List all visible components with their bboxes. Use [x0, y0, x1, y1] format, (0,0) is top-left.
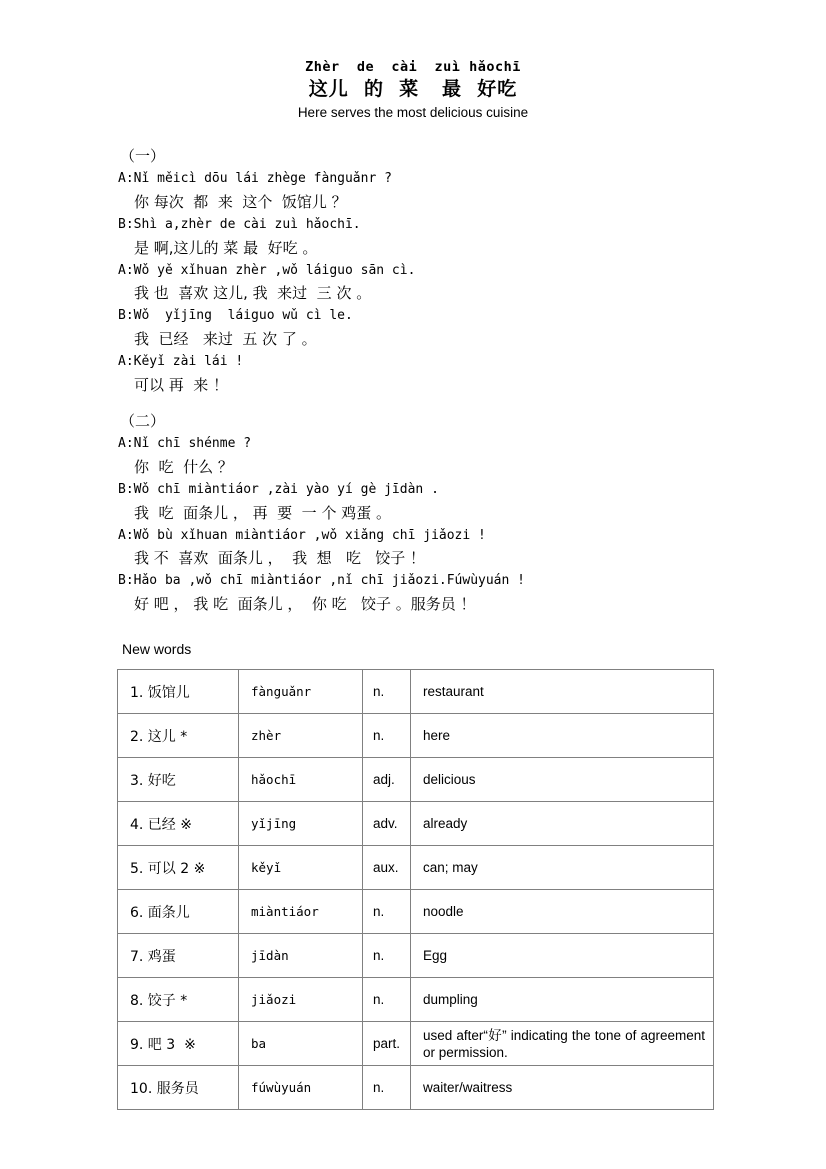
pinyin-cell: fúwùyuán	[239, 1066, 363, 1110]
new-words-table	[117, 669, 714, 1110]
dialogue-line	[118, 168, 726, 214]
hanzi-line: 你 吃 什么 ？	[134, 457, 233, 476]
hanzi-line: 你 每次 都 来 这个 饭馆儿 ？	[134, 192, 347, 211]
pinyin-cell: kěyǐ	[239, 846, 363, 890]
new-words-heading: New words	[122, 641, 192, 658]
meaning-cell: used after“好” indicating the tone of agreement or permission.	[411, 1022, 714, 1066]
table-row	[118, 802, 714, 846]
pos-cell: part.	[363, 1022, 411, 1066]
hanzi-line: 好 吧 ， 我 吃 面条儿 ， 你 吃 饺子 。服务员 ！	[134, 595, 476, 614]
pinyin-cell: miàntiáor	[239, 890, 363, 934]
hanzi-line: 我 已经 来过 五 次 了 。	[134, 330, 317, 349]
word-cell: 6. 面条儿	[118, 890, 239, 934]
pinyin-line: A:Nǐ měicì dōu lái zhège fànguǎnr ?	[118, 170, 392, 186]
word-cell: 9. 吧 3 ※	[118, 1022, 239, 1066]
pinyin-line: A:Kěyǐ zài lái !	[118, 354, 244, 370]
table-row	[118, 758, 714, 802]
meaning-cell: here	[411, 714, 714, 758]
pinyin-cell: ba	[239, 1022, 363, 1066]
lesson-title-english: Here serves the most delicious cuisine	[297, 105, 529, 120]
table-row	[118, 670, 714, 714]
dialogue-line	[118, 214, 726, 260]
meaning-cell: already	[411, 802, 714, 846]
table-row	[118, 1066, 714, 1110]
table-row	[118, 1022, 714, 1066]
word-cell: 4. 已经 ※	[118, 802, 239, 846]
table-row	[118, 846, 714, 890]
hanzi-line: 我 吃 面条儿 ， 再 要 一 个 鸡蛋 。	[134, 503, 391, 522]
meaning-cell: waiter/waitress	[411, 1066, 714, 1110]
pinyin-line: B:Wǒ chī miàntiáor ,zài yào yí gè jīdàn .	[118, 481, 439, 497]
section-2-label: （二）	[120, 411, 166, 430]
hanzi-line: 可以 再 来 ！	[134, 376, 229, 395]
pinyin-line: B:Shì a,zhèr de cài zuì hǎochī.	[118, 216, 361, 232]
pinyin-cell: yǐjīng	[239, 802, 363, 846]
word-cell: 7. 鸡蛋	[118, 934, 239, 978]
pinyin-line: A:Nǐ chī shénme ?	[118, 435, 252, 451]
pinyin-cell: jiǎozi	[239, 978, 363, 1022]
meaning-cell: Egg	[411, 934, 714, 978]
meaning-cell: delicious	[411, 758, 714, 802]
dialogue-line	[118, 433, 726, 479]
dialogue-line	[118, 260, 726, 306]
meaning-cell: can; may	[411, 846, 714, 890]
hanzi-line: 我 不 喜欢 面条儿 ， 我 想 吃 饺子 ！	[134, 549, 426, 568]
pinyin-line: B:Wǒ yǐjīng láiguo wǔ cì le.	[118, 308, 353, 324]
section-1-label: （一）	[120, 147, 166, 165]
dialogue-line	[118, 479, 726, 525]
pos-cell: adj.	[363, 758, 411, 802]
pinyin-line: B:Hǎo ba ,wǒ chī miàntiáor ,nǐ chī jiǎozi.Fúwùyuán !	[118, 573, 525, 589]
lesson-title-block	[0, 0, 826, 123]
pos-cell: n.	[363, 714, 411, 758]
dialogue-content	[118, 145, 726, 616]
pinyin-cell: zhèr	[239, 714, 363, 758]
word-cell: 3. 好吃	[118, 758, 239, 802]
word-cell: 1. 饭馆儿	[118, 670, 239, 714]
table-row	[118, 978, 714, 1022]
word-cell: 8. 饺子 *	[118, 978, 239, 1022]
pos-cell: n.	[363, 934, 411, 978]
dialogue-line	[118, 525, 726, 571]
meaning-cell: dumpling	[411, 978, 714, 1022]
pos-cell: adv.	[363, 802, 411, 846]
pos-cell: n.	[363, 890, 411, 934]
pinyin-line: A:Wǒ bù xǐhuan miàntiáor ,wǒ xiǎng chī jiǎozi !	[118, 527, 486, 543]
lesson-title-pinyin: Zhèr de cài zuì hǎochī	[305, 59, 521, 75]
dialogue-line	[118, 305, 726, 351]
pos-cell: n.	[363, 1066, 411, 1110]
hanzi-line: 是 啊,这儿的 菜 最 好吃 。	[134, 238, 318, 257]
word-cell: 10. 服务员	[118, 1066, 239, 1110]
meaning-cell: noodle	[411, 890, 714, 934]
dialogue-section-2	[118, 410, 726, 616]
dialogue-section-1	[118, 145, 726, 397]
pos-cell: n.	[363, 978, 411, 1022]
lesson-title-hanzi: 这儿 的 菜 最 好吃	[308, 78, 518, 100]
meaning-cell: restaurant	[411, 670, 714, 714]
pinyin-cell: jīdàn	[239, 934, 363, 978]
pinyin-line: A:Wǒ yě xǐhuan zhèr ,wǒ láiguo sān cì.	[118, 262, 416, 278]
hanzi-line: 我 也 喜欢 这儿, 我 来过 三 次 。	[134, 284, 372, 303]
word-cell: 2. 这儿 *	[118, 714, 239, 758]
dialogue-line	[118, 570, 726, 616]
word-cell: 5. 可以 2 ※	[118, 846, 239, 890]
table-row	[118, 934, 714, 978]
pinyin-cell: fànguǎnr	[239, 670, 363, 714]
dialogue-line	[118, 351, 726, 397]
pos-cell: aux.	[363, 846, 411, 890]
pos-cell: n.	[363, 670, 411, 714]
pinyin-cell: hǎochī	[239, 758, 363, 802]
table-row	[118, 714, 714, 758]
table-row	[118, 890, 714, 934]
